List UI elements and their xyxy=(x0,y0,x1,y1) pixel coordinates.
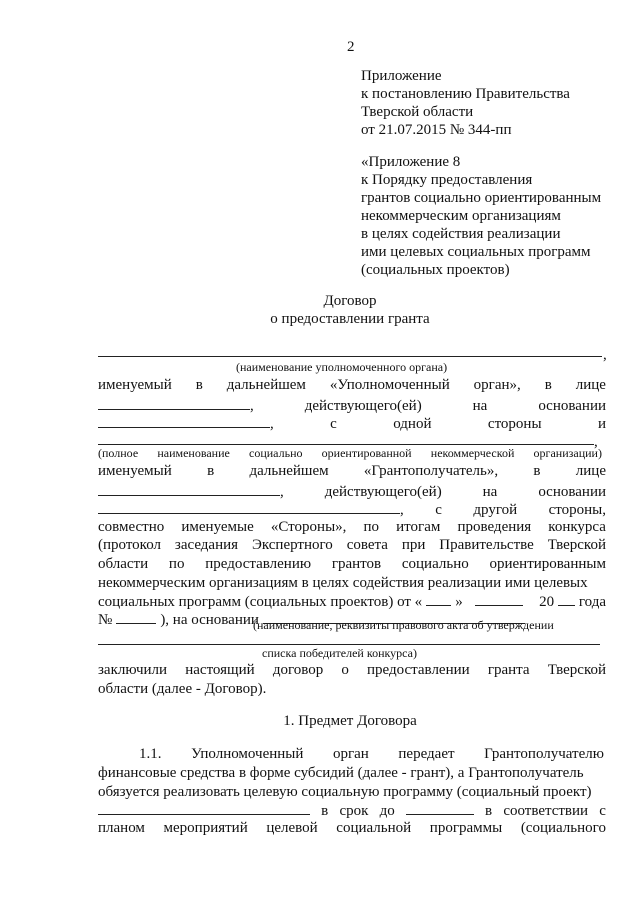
word: действующего(ей) xyxy=(324,484,442,500)
word: в xyxy=(533,463,541,479)
p2-line5 xyxy=(98,537,606,554)
word: передает xyxy=(398,746,455,762)
word: итогам xyxy=(396,519,441,535)
caption-word: социально xyxy=(249,446,303,460)
s11-line2: финансовые средства в форме субсидий (далее - грант), а Грантополучатель xyxy=(98,765,584,781)
appendix-line: Тверской области xyxy=(361,104,474,120)
word: о xyxy=(341,662,349,678)
word: конкурса xyxy=(548,519,606,535)
word: действующего(ей) xyxy=(304,398,422,414)
caption-act-1: (наименование, реквизиты правового акта об утверждении xyxy=(253,618,554,632)
basis-blank[interactable] xyxy=(98,414,270,428)
text: ), на основании xyxy=(160,612,259,628)
program-name-blank[interactable] xyxy=(98,801,310,815)
month-blank[interactable] xyxy=(475,592,523,606)
deadline-blank[interactable] xyxy=(406,801,474,815)
word: «Грантополучатель», xyxy=(363,463,499,479)
p2-line4 xyxy=(98,519,606,536)
text: » xyxy=(455,594,463,610)
appendix-line: к постановлению Правительства xyxy=(361,86,570,102)
word: Грантополучателю xyxy=(484,746,604,762)
word: именуемый xyxy=(98,377,172,393)
caption-word: некоммерческой xyxy=(430,446,515,460)
word: целевой xyxy=(266,820,318,836)
appendix8-header xyxy=(361,153,601,279)
word: на xyxy=(472,398,488,414)
year-blank[interactable] xyxy=(558,592,575,606)
word: гранта xyxy=(487,662,530,678)
word: лице xyxy=(575,377,606,393)
document-subtitle: о предоставлении гранта xyxy=(270,311,430,327)
act-continuation-blank[interactable] xyxy=(98,644,600,645)
representative-blank[interactable] xyxy=(98,396,250,410)
word: орган xyxy=(332,746,369,762)
word: именуемые xyxy=(181,519,254,535)
word: настоящий xyxy=(185,662,255,678)
word: «Уполномоченный xyxy=(329,377,450,393)
word: предоставлении xyxy=(367,662,470,678)
organization-blank[interactable] xyxy=(98,444,594,445)
text: 20 xyxy=(539,594,555,610)
protocol-number-blank[interactable] xyxy=(116,610,156,624)
word: срок xyxy=(339,803,369,819)
word: (социального xyxy=(520,820,606,836)
appendix-line: Приложение xyxy=(361,68,442,84)
word: дальнейшем xyxy=(226,377,306,393)
caption-word: (полное xyxy=(98,446,139,460)
p2-line8 xyxy=(98,592,606,611)
word: совета xyxy=(346,537,388,553)
word: стороны xyxy=(487,416,542,432)
caption-word: организации) xyxy=(533,446,602,460)
comma: , xyxy=(594,434,598,450)
word: предоставлению xyxy=(205,556,312,572)
s11-line3: обязуется реализовать целевую социальную программу (социальный проект) xyxy=(98,784,592,800)
word: программы xyxy=(429,820,503,836)
p2-line3 xyxy=(98,500,606,519)
caption-word: наименование xyxy=(157,446,230,460)
word: и xyxy=(597,416,606,432)
appendix8-line: некоммерческим организациям xyxy=(361,208,561,224)
appendix8-line: ими целевых социальных программ xyxy=(361,244,591,260)
text: социальных программ (социальных проектов) от « xyxy=(98,594,423,610)
word: мероприятий xyxy=(163,820,248,836)
p1-line1 xyxy=(98,377,606,394)
day-blank[interactable] xyxy=(426,592,451,606)
word: проведения xyxy=(457,519,532,535)
word: заключили xyxy=(98,662,168,678)
word: ориентированным xyxy=(489,556,606,572)
word: соответствии xyxy=(503,803,589,819)
word: Тверской xyxy=(547,537,606,553)
word: социально xyxy=(401,556,469,572)
comma: , xyxy=(250,398,254,414)
s11-line1 xyxy=(139,746,604,763)
appendix8-line: (социальных проектов) xyxy=(361,262,510,278)
word: с xyxy=(330,416,337,432)
p2-line7: некоммерческим организациям в целях содействия реализации ими целевых xyxy=(98,575,588,591)
word: стороны, xyxy=(548,502,606,518)
comma: , xyxy=(400,502,404,518)
appendix8-line: в целях содействия реализации xyxy=(361,226,561,242)
word: орган», xyxy=(473,377,521,393)
document-title: Договор xyxy=(323,293,377,309)
word: в xyxy=(485,803,493,819)
p2-line2 xyxy=(98,482,606,501)
word: по xyxy=(168,556,185,572)
word: дальнейшем xyxy=(249,463,329,479)
word: в xyxy=(195,377,203,393)
caption-word: ориентированной xyxy=(321,446,412,460)
word: (протокол xyxy=(98,537,161,553)
page-number: 2 xyxy=(347,39,355,55)
word: в xyxy=(321,803,329,819)
text: № xyxy=(98,612,113,628)
section1-title: 1. Предмет Договора xyxy=(283,713,417,729)
word: Тверской xyxy=(547,662,606,678)
caption-organization xyxy=(98,446,602,461)
p1-line2 xyxy=(98,396,606,415)
word: одной xyxy=(393,416,432,432)
word: другой xyxy=(473,502,518,518)
text: года xyxy=(578,594,606,610)
word: Экспертного xyxy=(251,537,333,553)
appendix8-line: грантов социально ориентированным xyxy=(361,190,602,206)
word: грантов xyxy=(331,556,382,572)
word: именуемый xyxy=(98,463,172,479)
word: области xyxy=(98,556,149,572)
authority-blank[interactable] xyxy=(98,356,602,357)
appendix-header xyxy=(361,67,570,139)
word: социальной xyxy=(336,820,412,836)
word: Правительстве xyxy=(439,537,534,553)
word: на xyxy=(482,484,498,500)
word: с xyxy=(435,502,442,518)
p1-line3 xyxy=(98,414,606,433)
recipient-representative-blank[interactable] xyxy=(98,482,280,496)
p2-line1 xyxy=(98,463,606,480)
word: договор xyxy=(272,662,324,678)
p2-line6 xyxy=(98,556,606,573)
word: по xyxy=(363,519,380,535)
word: «Стороны», xyxy=(270,519,347,535)
word: лице xyxy=(575,463,606,479)
word: совместно xyxy=(98,519,165,535)
p3-line1 xyxy=(98,662,606,679)
word: основании xyxy=(538,484,606,500)
word: в xyxy=(544,377,552,393)
word: Уполномоченный xyxy=(191,746,304,762)
caption-authority: (наименование уполномоченного органа) xyxy=(236,360,448,374)
p3-line2: области (далее - Договор). xyxy=(98,681,267,697)
word: заседания xyxy=(174,537,239,553)
appendix8-line: к Порядку предоставления xyxy=(361,172,533,188)
word: 1.1. xyxy=(139,746,162,762)
word: при xyxy=(401,537,426,553)
appendix8-line: «Приложение 8 xyxy=(361,154,461,170)
comma: , xyxy=(270,416,274,432)
word: до xyxy=(379,803,395,819)
word: основании xyxy=(538,398,606,414)
appendix-line: от 21.07.2015 № 344-пп xyxy=(361,122,512,138)
caption-act-2: списка победителей конкурса) xyxy=(262,646,417,660)
word: с xyxy=(599,803,606,819)
recipient-basis-blank[interactable] xyxy=(98,500,400,514)
comma: , xyxy=(603,347,607,363)
comma: , xyxy=(280,484,284,500)
s11-line4 xyxy=(98,801,606,820)
word: планом xyxy=(98,820,145,836)
s11-line5 xyxy=(98,820,606,837)
word: в xyxy=(207,463,215,479)
